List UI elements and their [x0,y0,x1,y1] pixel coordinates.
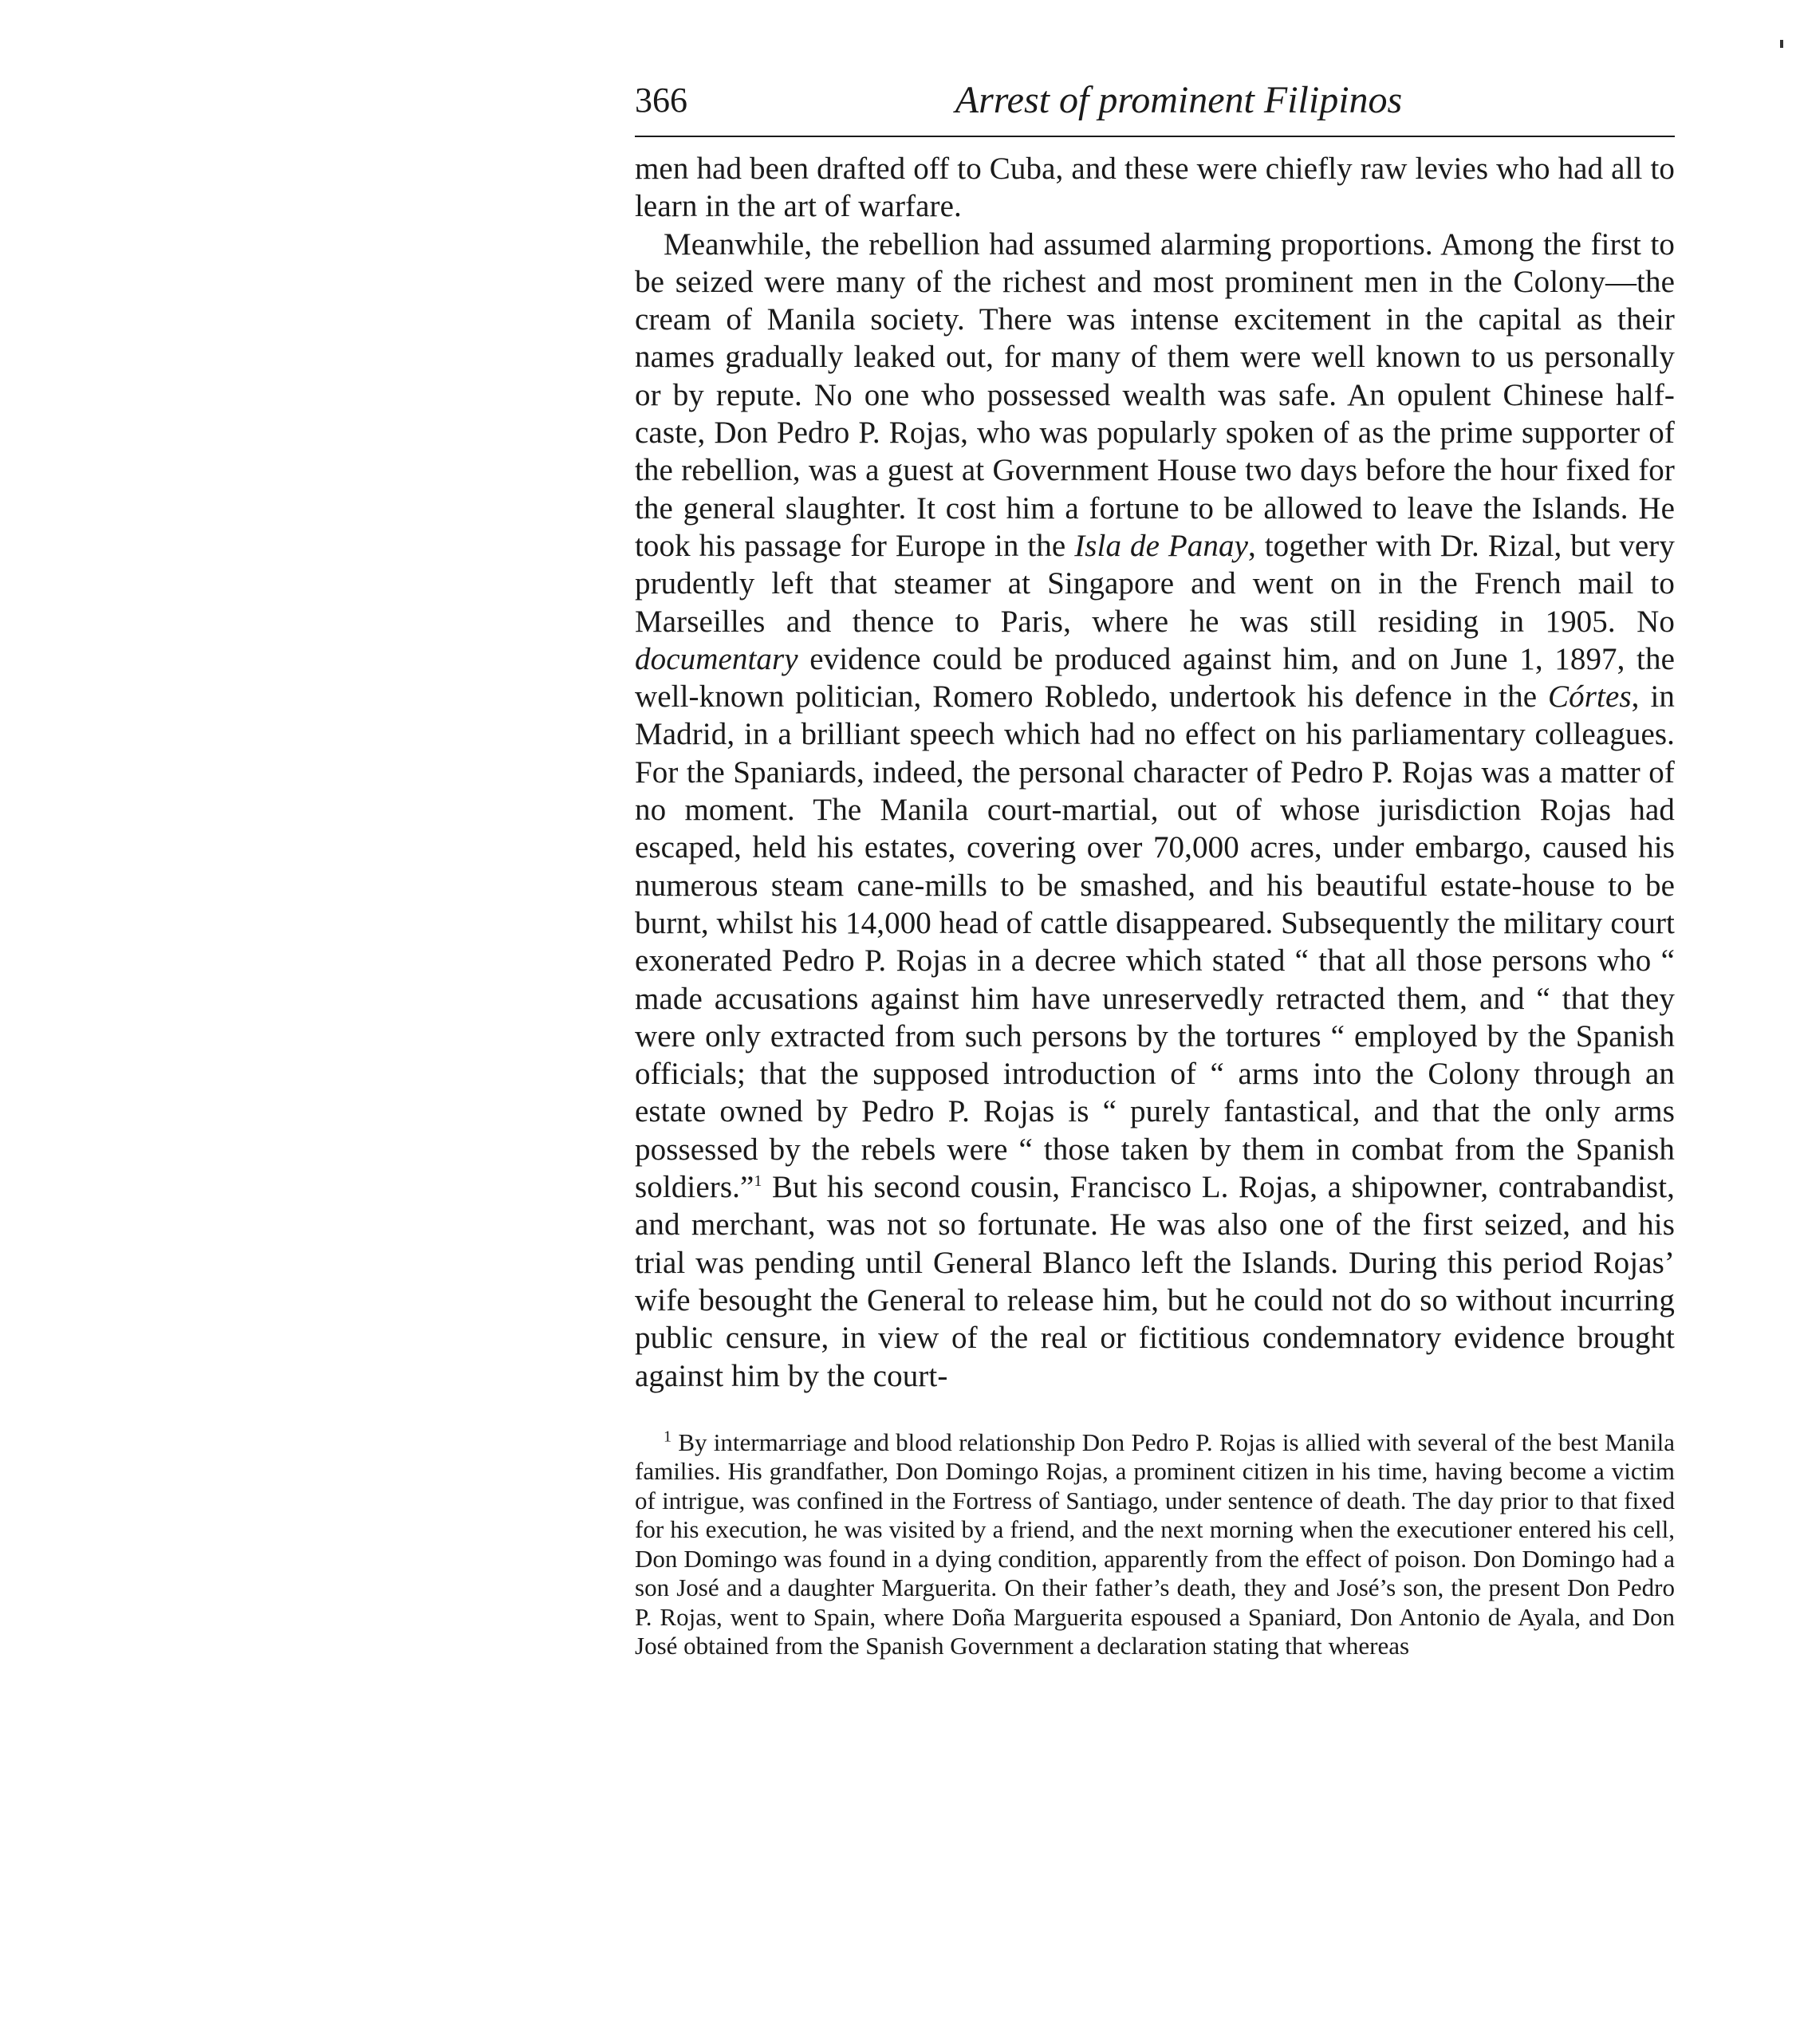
paragraph-2-text-a: Meanwhile, the rebellion had assumed alarming proportions. Among the first to be seized were many of the richest and most prominent men in the Colony—the cream of Manila society. There was intense excitement in the capital as their names gradually leaked out, for many of them were well known to us personally or by repute. No one who possessed wealth was safe. An opulent Chinese half-caste, Don Pedro P. Rojas, who was popularly spoken of as the prime supporter of the rebellion, was a guest at Government House two days before the hour fixed for the general slaughter. It cost him a fortune to be allowed to leave the Islands. He took his passage for Europe in the [635,226,1675,563]
paragraph-1-text: men had been drafted off to Cuba, and these were chiefly raw levies who had all to learn in the art of warfare. [635,152,1675,224]
footnote-reference: 1 [754,1172,762,1191]
book-page [635,73,1675,1661]
cortes-italic: Córtes [1548,679,1632,715]
footnote-paragraph [635,1428,1675,1661]
footnote-marker: 1 [664,1428,672,1446]
running-title: Arrest of prominent Filipinos [955,79,1403,121]
ship-name-italic: Isla de Panay [1074,528,1248,563]
page-number: 366 [635,81,687,120]
running-head [635,73,1675,128]
paragraph-2 [635,226,1675,1395]
paragraph-1 [635,150,1675,226]
body-text [635,150,1675,1395]
paragraph-2-text-b: , together with Dr. Rizal, but very prudently left that steamer at Singapore and went on in the French mail to Marseilles and thence to Paris, where he was still residing in 1905. No [635,528,1675,639]
header-rule [635,136,1675,137]
paragraph-2-text-c: evidence could be produced against him, and on June 1, 1897, the well-known politician, Romero Robledo, undertook his defence in the [635,641,1675,715]
footnote-text: By intermarriage and blood relationship Don Pedro P. Rojas is allied with several of the best Manila families. His grandfather, Don Domingo Rojas, a prominent citizen in his time, having become a victim of intrigue, was confined in the Fortress of Santiago, under sentence of death. The day prior to that fixed for his execution, he was visited by a friend, and the next morning when the executioner entered his cell, Don Domingo was found in a dying condition, apparently from the effect of poison. Don Domingo had a son José and a daughter Marguerita. On their father’s death, they and José’s son, the present Don Pedro P. Rojas, went to Spain, where Doña Marguerita espoused a Spaniard, Don Antonio de Ayala, and Don José obtained from the Spanish Government a declaration stating that whereas [635,1428,1675,1660]
footnote [635,1428,1675,1661]
paragraph-2-text-d: , in Madrid, in a brilliant speech which had no effect on his parliamentary colleagues. For the Spaniards, indeed, the personal character of Pedro P. Rojas was a matter of no moment. The Manila court-martial, out of whose jurisdiction Rojas had escaped, held his estates, covering over 70,000 acres, under embargo, caused his numerous steam cane-mills to be smashed, and his beautiful estate-house to be burnt, whilst his 14,000 head of cattle disappeared. Subsequently the military court exonerated Pedro P. Rojas in a decree which stated “ that all those persons who “ made accusations against him have unreservedly retracted them, and “ that they were only extracted from such persons by the tortures “ employed by the Spanish officials; that the supposed introduction of “ arms into the Colony through an estate owned by Pedro P. Rojas is “ purely fantastical, and that the only arms possessed by the rebels were “ those taken by them in combat from the Spanish soldiers.” [635,679,1675,1205]
paragraph-2-text-e: But his second cousin, Francisco L. Rojas, a shipowner, contrabandist, and merchant, was not so fortunate. He was also one of the first seized, and his trial was pending until General Blanco left the Islands. During this period Rojas’ wife besought the General to release him, but he could not do so without incurring public censure, in view of the real or fictitious condemnatory evidence brought against him by the court- [635,1170,1675,1393]
scan-edge-mark [1780,40,1783,48]
documentary-italic: documentary [635,641,798,676]
